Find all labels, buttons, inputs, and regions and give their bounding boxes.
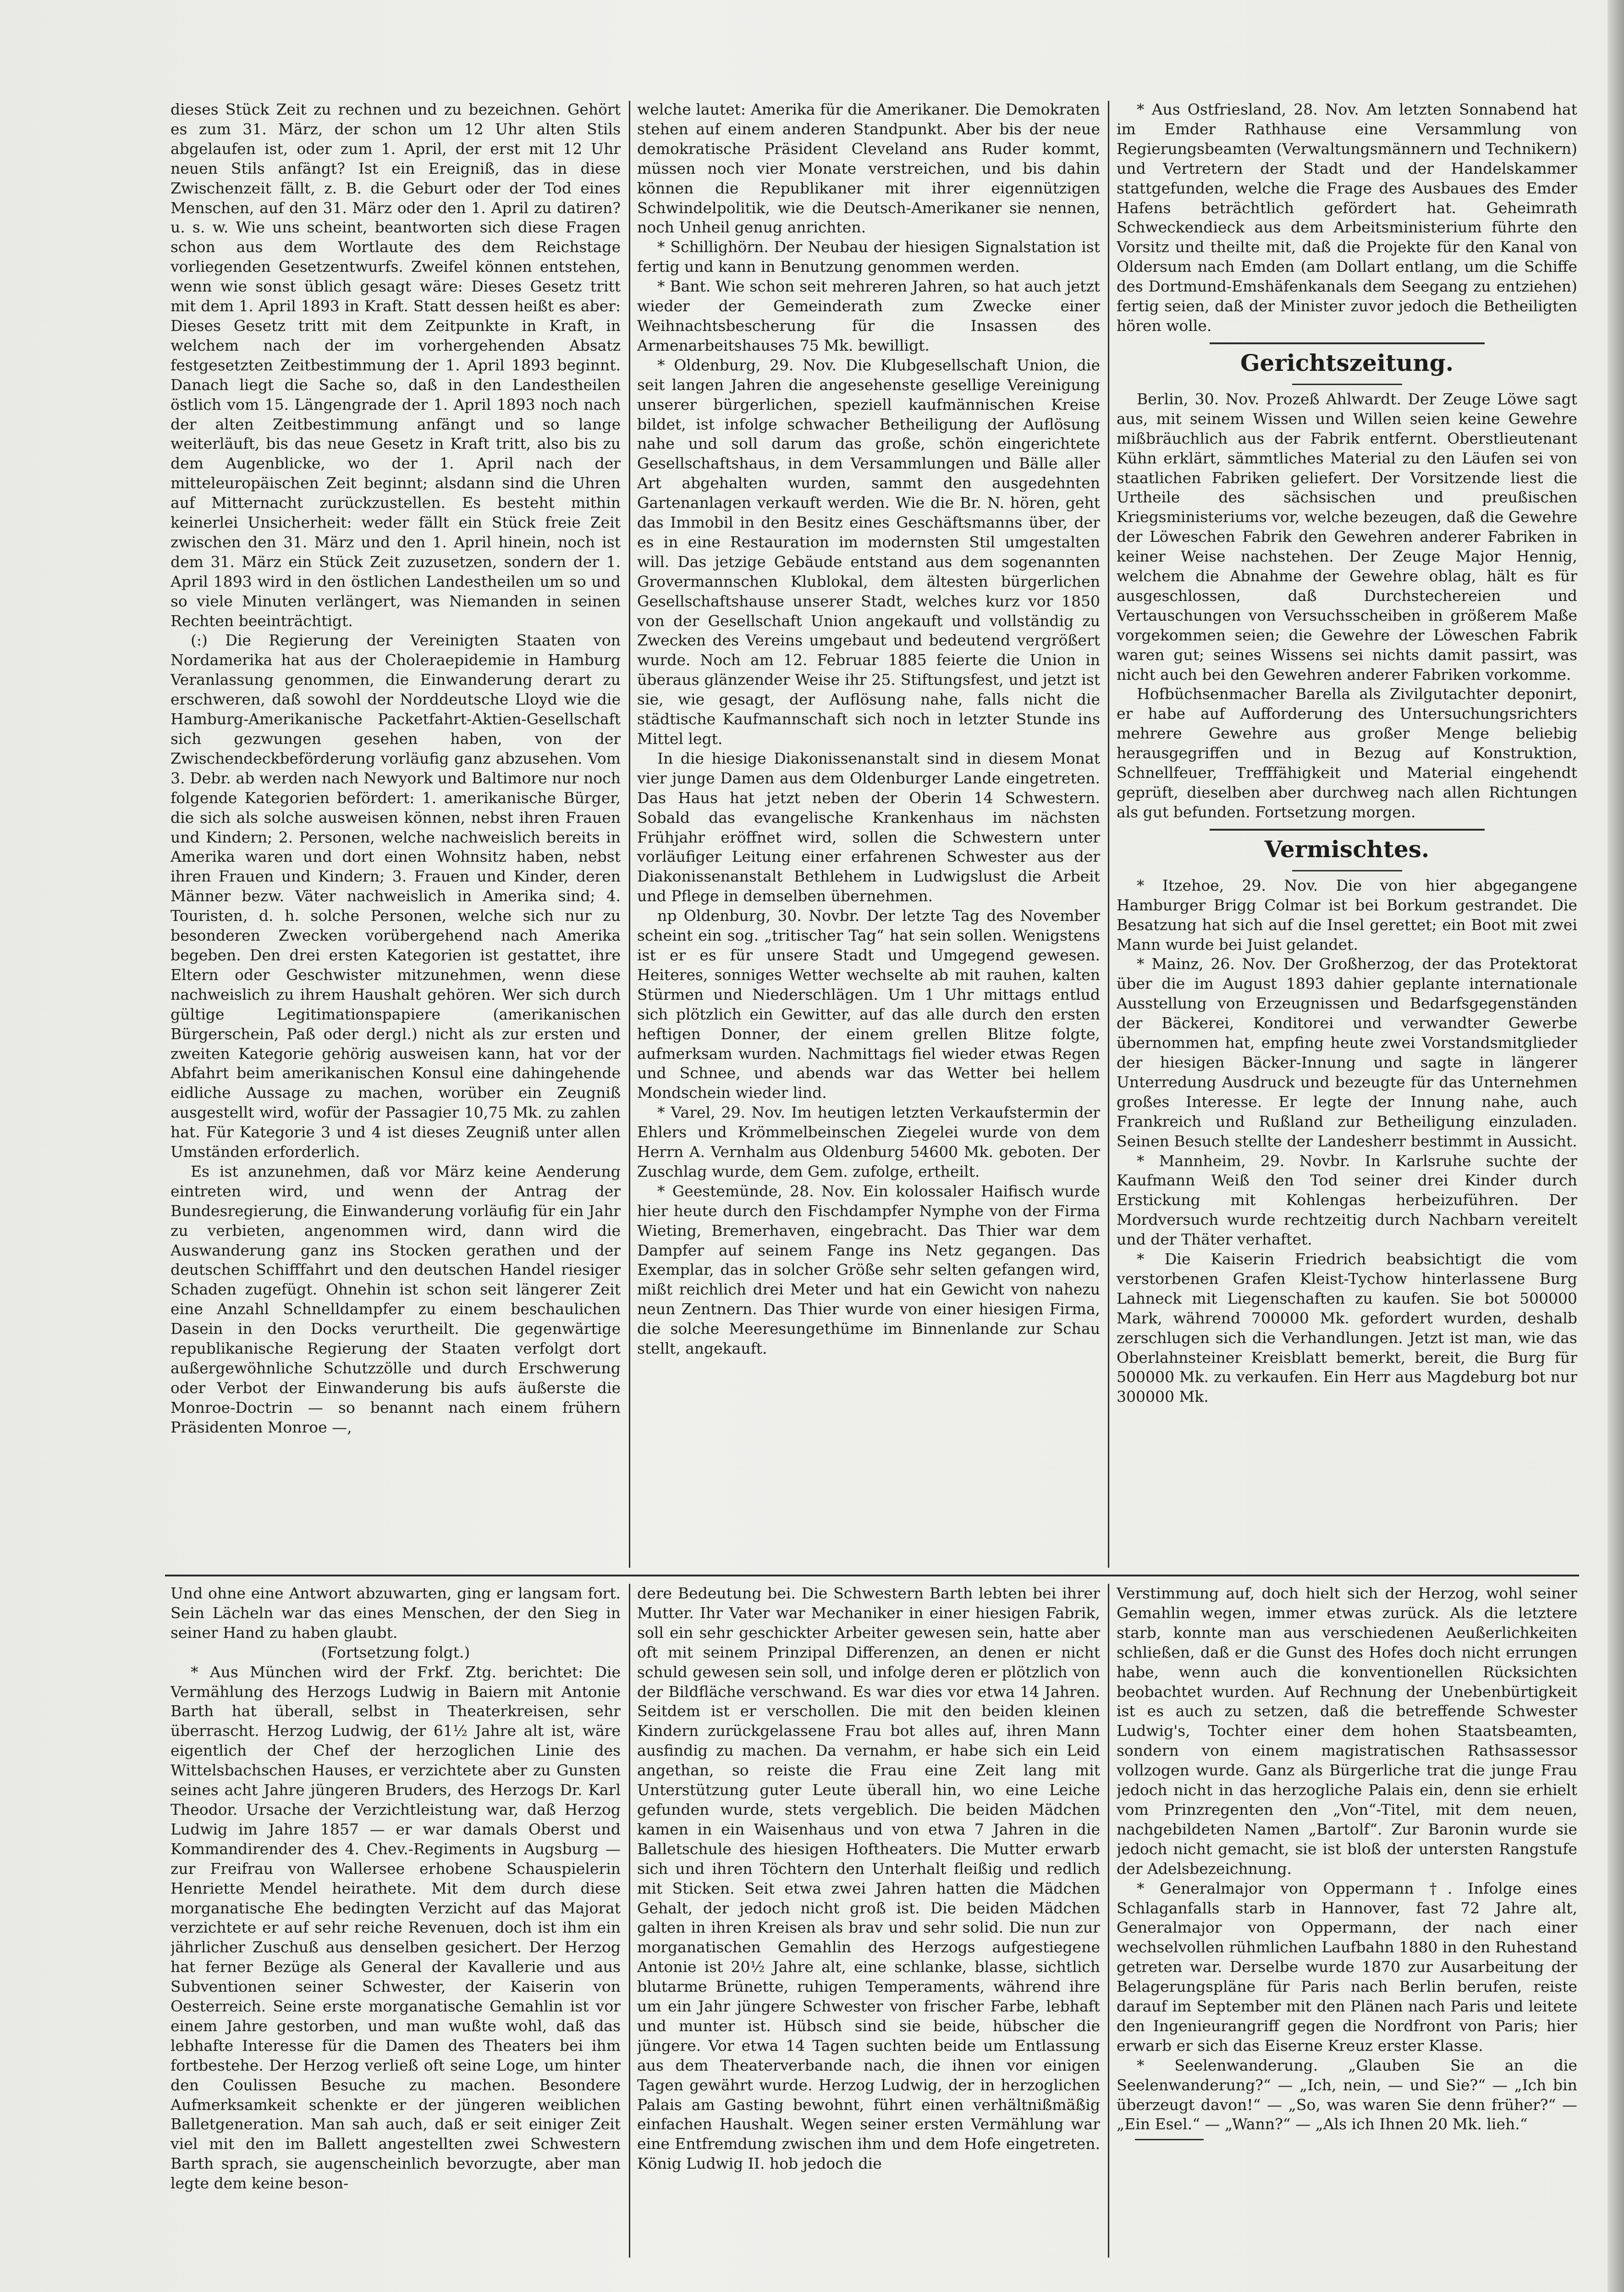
article-paragraph: * Itzehoe, 29. Nov. Die von hier abgegangene Hamburger Brigg Colmar ist bei Borkum gestrandet. Die Besatzung hat sich auf die Insel gerettet; ein Boot mit zwei Mann wurde bei Juist gelandet. [1117,876,1577,953]
section-rule [1292,870,1402,871]
article-paragraph: * Seelenwanderung. „Glauben Sie an die Seelenwanderung?“ — „Ich, nein, — und Sie?“ — „Ich bin überzeugt davon!“ — „So, was waren Sie denn früher?“ — „Ein Esel.“ — „Wann?“ — „Als ich Ihnen 20 Mk. lieh.“ [1117,2056,1577,2133]
upper-column-2 [637,100,1100,1569]
column-divider [1108,101,1109,1568]
article-paragraph: * Geestemünde, 28. Nov. Ein kolossaler Haifisch wurde hier heute durch den Fischdampfer Nymphe von der Firma Wieting, Bremerhaven, eingebracht. Das Thier war dem Dampfer auf seinem Fange ins Netz gegangen. Das Exemplar, das in solcher Größe sehr selten gefangen wird, mißt reichlich drei Meter und hat ein Gewicht von nahezu neun Zentnern. Das Thier wurde von einer hiesigen Firma, die solche Meeresungethüme im Binnenlande zur Schau stellt, angekauft. [637,1182,1100,1358]
article-paragraph: * Die Kaiserin Friedrich beabsichtigt die vom verstorbenen Grafen Kleist-Tychow hinterlassene Burg Lahneck mit Liegenschaften zu kaufen. Sie bot 500000 Mark, während 700000 Mk. gefordert wurden, deshalb zerschlugen sich die Verhandlungen. Jetzt ist man, wie das Oberlahnsteiner Kreisblatt bemerkt, bereit, die Burg für 500000 Mk. zu verkaufen. Ein Herr aus Magdeburg bot nur 300000 Mk. [1117,1250,1577,1406]
article-paragraph: * Mannheim, 29. Novbr. In Karlsruhe suchte der Kaufmann Weiß den Tod seiner drei Kinder durch Erstickung mit Kohlengas herbeizuführen. Der Mordversuch wurde rechtzeitig durch Nachbarn vereitelt und der Thäter verhaftet. [1117,1152,1577,1249]
article-paragraph: * Oldenburg, 29. Nov. Die Klubgesellschaft Union, die seit langen Jahren die angesehenste gesellige Vereinigung unserer bürgerlichen, speziell kaufmännischen Kreise bildet, ist infolge schwacher Betheiligung der Auflösung nahe und soll darum das große, schön eingerichtete Gesellschaftshaus, in dem Versammlungen und Bälle aller Art abgehalten wurden, sammt den ausgedehnten Gartenanlagen verkauft werden. Wie die Br. N. hören, geht das Immobil in den Besitz eines Geschäftsmanns über, der es in eine Restauration im modernsten Stil umgestalten will. Das jetzige Gebäude entstand aus dem sogenannten Grovermannschen Klublokal, dem ältesten bürgerlichen Gesellschaftshause unserer Stadt, welches kurz vor 1850 von der Gesellschaft Union angekauft und vollständig zu Zwecken des Vereins umgebaut und bedeutend vergrößert wurde. Noch am 12. Februar 1885 feierte die Union in überaus glänzender Weise ihr 25. Stiftungsfest, und jetzt ist sie, wie gesagt, der Auflösung nahe, falls nicht die städtische Kaufmannschaft sich noch in letzter Stunde ins Mittel legt. [637,356,1100,748]
section-rule [1292,384,1402,385]
section-rule [1210,342,1485,344]
article-paragraph: Verstimmung auf, doch hielt sich der Herzog, wohl seiner Gemahlin wegen, immer etwas zurück. Als die letztere starb, konnte man aus verschiedenen Aeußerlichkeiten schließen, daß er die Gunst des Hofes doch nicht errungen habe, wenn auch die konventionellen Rücksichten beobachtet wurden. Auf Rechnung der Unebenbürtigkeit ist es auch zu setzen, daß die betreffende Schwester Ludwig's, Tochter einer dem hohen Staatsbeamten, sondern von einem magistratischen Rathsassessor vollzogen wurde. Ganz als Bürgerliche trat die junge Frau jedoch nicht in das herzogliche Palais ein, denn sie erhielt vom Prinzregenten den „Von“-Titel, mit dem neuen, nachgebildeten Namen „Bartolf“. Zur Baronin wurde sie jedoch nicht gemacht, sie ist bloß der untersten Rangstufe der Adelsbezeichnung. [1117,1584,1577,1878]
article-paragraph: * Aus Ostfriesland, 28. Nov. Am letzten Sonnabend hat im Emder Rathhause eine Versammlung von Regierungsbeamten (Verwaltungsmännern und Technikern) und Vertretern der Stadt und der Handelskammer stattgefunden, welche die Frage des Ausbaues des Emder Hafens beträchtlich gefördert hat. Geheimrath Schweckendieck aus dem Arbeitsministerium führte den Vorsitz und theilte mit, daß die Projekte für den Kanal von Oldersum nach Emden (am Dollart entlang, um die Schiffe des Dortmund-Emshäfenkanals dem Seegang zu entziehen) fertig seien, daß der Minister zuvor jedoch die Betheiligten hören wolle. [1117,100,1577,335]
article-paragraph: (Fortsetzung folgt.) [321,1643,470,1661]
article-paragraph: In die hiesige Diakonissenanstalt sind in diesem Monat vier junge Damen aus dem Oldenburger Lande eingetreten. Das Haus hat jetzt neben der Oberin 14 Schwestern. Sobald das evangelische Krankenhaus im nächsten Frühjahr eröffnet wird, sollen die Schwestern unter vorläufiger Leitung einer erfahrenen Schwester aus der Diakonissenanstalt Bethlehem in Ludwigslust die Arbeit und Pflege in demselben übernehmen. [637,749,1100,905]
page-edge-shadow [1607,0,1624,2292]
article-paragraph: Berlin, 30. Nov. Prozeß Ahlwardt. Der Zeuge Löwe sagt aus, mit seinem Wissen und Willen seien keine Gewehre mißbräuchlich aus der Fabrik entfernt. Oberstlieutenant Kühn erklärt, sämmtliches Material zu den Läufen sei von staatlichen Fabriken geliefert. Der Vorsitzende liest die Urtheile des sächsischen und preußischen Kriegsministeriums vor, welche bezeugen, daß die Gewehre der Löweschen Fabrik den Gewehren anderer Fabriken in keiner Weise nachstehen. Der Zeuge Major Hennig, welchem die Abnahme der Gewehre oblag, hält es für ausgeschlossen, daß Durchstechereien und Vertauschungen von Versuchsscheiben in größerem Maße vorgekommen seien; die Gewehre der Löweschen Fabrik waren gut; seines Wissens sei nichts damit passirt, was nicht auch bei den Gewehren anderer Fabriken vorkomme. [1117,390,1577,683]
column-divider [1108,1584,1109,2258]
article-paragraph: * Mainz, 26. Nov. Der Großherzog, der das Protektorat über die im August 1893 dahier geplante internationale Ausstellung von Erzeugnissen und Bedarfsgegenständen der Bäckerei, Konditorei und verwandter Gewerbe übernommen hat, empfing heute zwei Vorstandsmitglieder der hiesigen Bäcker-Innung und sagte in längerer Unterredung Ausdruck und bezeugte für das Unternehmen großes Interesse. Er legte der Innung nahe, auch Frankreich und Rußland zur Betheiligung einzuladen. Seinen Besuch stellte der Landesherr bestimmt in Aussicht. [1117,955,1577,1150]
article-paragraph: welche lautet: Amerika für die Amerikaner. Die Demokraten stehen auf einem anderen Standpunkt. Aber bis der neue demokratische Präsident Cleveland ans Ruder kommt, müssen noch vier Monate verstreichen, und bis dahin können die Republikaner mit ihrer eigennützigen Schwindelpolitik, wie die Deutsch-Amerikaner sie nennen, noch Unheil genug anrichten. [637,100,1100,237]
article-paragraph: dieses Stück Zeit zu rechnen und zu bezeichnen. Gehört es zum 31. März, der schon um 12 Uhr alten Stils abgelaufen ist, oder zum 1. April, der erst mit 12 Uhr neuen Stils anfängt? Ist ein Ereigniß, das in diese Zwischenzeit fällt, z. B. die Geburt oder der Tod eines Menschen, auf den 31. März oder den 1. April zu datiren? u. s. w. Wie uns scheint, beantworten sich diese Fragen schon aus dem Wortlaute des dem Reichstage vorliegenden Gesetzentwurfs. Zweifel können entstehen, wenn wie sonst üblich gesagt wäre: Dieses Gesetz tritt mit dem 1. April 1893 in Kraft. Statt dessen heißt es aber: Dieses Gesetz tritt mit dem Zeitpunkte in Kraft, in welchem nach der im vorhergehenden Absatz festgesetzten Zeitbestimmung der 1. April 1893 beginnt. Danach liegt die Sache so, daß in den Landestheilen östlich vom 15. Längengrade der 1. April 1893 noch nach der alten Zeitbestimmung anfängt und so lange weiterläuft, bis das neue Gesetz in Kraft tritt, also bis zu dem Augenblicke, wo der 1. April nach der mitteleuropäischen Zeit beginnt; alsdann sind die Uhren auf Mitternacht zurückzustellen. Es besteht mithin keinerlei Unsicherheit: weder fällt ein Stück freie Zeit zwischen den 31. März und den 1. April hinein, noch ist dem 31. März ein Stück Zeit zuzusetzen, sondern der 1. April 1893 wird in den östlichen Landestheilen um so und so viele Minuten verlängert, was Niemanden in seinen Rechten beeinträchtigt. [171,100,621,630]
article-paragraph: * Varel, 29. Nov. Im heutigen letzten Verkaufstermin der Ehlers und Krömmelbeinschen Ziegelei wurde von dem Herrn A. Vernhalm aus Oldenburg 54600 Mk. geboten. Der Zuschlag wurde, dem Gem. zufolge, ertheilt. [637,1103,1100,1180]
article-paragraph: * Bant. Wie schon seit mehreren Jahren, so hat auch jetzt wieder der Gemeinderath zum Zwecke einer Weihnachtsbescherung für die Insassen des Armenarbeitshauses 75 Mk. bewilligt. [637,277,1100,354]
article-paragraph: Hofbüchsenmacher Barella als Zivilgutachter deponirt, er habe auf Aufforderung des Untersuchungsrichters mehrere Gewehre aus großer Menge beliebig herausgegriffen und in Bezug auf Konstruktion, Schnellfeuer, Trefffähigkeit und Material eingehendt geprüft, dieselben aber durchweg nach allen Richtungen als gut befunden. Fortsetzung morgen. [1117,685,1577,821]
lower-column-3 [1117,1584,1577,2258]
upper-column-3 [1117,100,1577,1569]
column-divider [629,1584,630,2258]
article-paragraph: (:) Die Regierung der Vereinigten Staaten von Nordamerika hat aus der Choleraepidemie in Hamburg Veranlassung genommen, die Einwanderung derart zu erschweren, daß sowohl der Norddeutsche Lloyd wie die Hamburg-Amerikanische Packetfahrt-Aktien-Gesellschaft sich gezwungen gesehen haben, von der Zwischendeckbeförderung vorläufig ganz abzusehen. Vom 3. Debr. ab werden nach Newyork und Baltimore nur noch folgende Kategorien befördert: 1. amerikanische Bürger, die sich als solche ausweisen können, nebst ihren Frauen und Kindern; 2. Personen, welche nachweislich bereits in Amerika waren und dort einen Wohnsitz haben, nebst ihren Frauen und Kindern; 3. Frauen und Kinder, deren Männer bezw. Väter nachweislich in Amerika sind; 4. Touristen, d. h. solche Personen, welche sich nur zu besonderen Zwecken vorübergehend nach Amerika begeben. Den drei ersten Kategorien ist gestattet, ihre Eltern oder Geschwister mitzunehmen, wenn diese nachweislich zu ihrem Haushalt gehören. Wer sich durch gültige Legitimationspapiere (amerikanischen Bürgerschein, Paß oder dergl.) nicht als zur ersten und zweiten Kategorie gehörig ausweisen kann, hat vor der Abfahrt beim amerikanischen Konsul eine dahingehende eidliche Aussage zu machen, worüber ein Zeugniß ausgestellt wird, wofür der Passagier 10,75 Mk. zu zahlen hat. Für Kategorie 3 und 4 ist dieses Zeugniß unter allen Umständen erforderlich. [171,631,621,1161]
section-heading: Gerichtszeitung. [1240,349,1454,376]
end-rule [1135,2139,1204,2140]
article-paragraph: * Aus München wird der Frkf. Ztg. berichtet: Die Vermählung des Herzogs Ludwig in Baiern mit Antonie Barth hat überall, selbst in Theaterkreisen, sehr überrascht. Herzog Ludwig, der 61½ Jahre alt ist, wäre eigentlich der Chef der herzoglichen Linie des Wittelsbachschen Hauses, er verzichtete aber zu Gunsten seines acht Jahre jüngeren Bruders, des Herzogs Dr. Karl Theodor. Ursache der Verzichtleistung war, daß Herzog Ludwig im Jahre 1857 — er war damals Oberst und Kommandirender des 4. Chev.-Regiments in Augsburg — zur Freifrau von Wallersee erhobene Schauspielerin Henriette Mendel heirathete. Mit dem durch diese morganatische Ehe bedingten Verzicht auf das Majorat verzichtete er auf sehr reiche Revenuen, doch ist ihm ein jährlicher Zuschuß aus denselben gesichert. Der Herzog hat ferner Bezüge als General der Kavallerie und aus Subventionen seiner Schwester, der Kaiserin von Oesterreich. Seine erste morganatische Gemahlin ist vor einem Jahre gestorben, und man wußte wohl, daß das lebhafte Interesse für die Damen des Theaters bei ihm fortbestehe. Der Herzog verließ oft seine Loge, um hinter den Coulissen Besuche zu machen. Besondere Aufmerksamkeit schenkte er der jüngeren weiblichen Balletgeneration. Man sah auch, daß er seit einiger Zeit viel mit den im Ballett angestellten zwei Schwestern Barth sprach, sie augenscheinlich bevorzugte, aber man legte dem keine beson- [171,1663,621,2193]
article-paragraph: np Oldenburg, 30. Novbr. Der letzte Tag des November scheint ein sog. „tritischer Tag“ hat sein sollen. Wenigstens ist er es für unsere Stadt und Umgegend gewesen. Heiteres, sonniges Wetter wechselte ab mit rauhen, kalten Stürmen und Niederschlägen. Um 1 Uhr mittags entlud sich plötzlich ein Gewitter, auf das alle durch den ersten heftigen Donner, der einem grellen Blitze folgte, aufmerksam wurden. Nachmittags fiel wieder etwas Regen und Schnee, und abends war das Wetter bei hellem Mondschein wieder lind. [637,907,1100,1102]
article-paragraph: * Schillighörn. Der Neubau der hiesigen Signalstation ist fertig und kann in Benutzung genommen werden. [637,238,1100,276]
section-rule [1210,829,1485,831]
feuilleton-separator [165,1575,1579,1576]
article-paragraph: dere Bedeutung bei. Die Schwestern Barth lebten bei ihrer Mutter. Ihr Vater war Mechaniker in einer hiesigen Fabrik, soll ein sehr geschickter Arbeiter gewesen sein, hatte aber oft mit seinem Prinzipal Differenzen, an denen er nicht schuld gewesen sein soll, und infolge deren er plötzlich von der Bildfläche verschwand. Es war dies vor etwa 14 Jahren. Seitdem ist er verschollen. Die mit den beiden kleinen Kindern zurückgelassene Frau bot alles auf, ihren Mann ausfindig zu machen. Da vernahm, er habe sich ein Leid angethan, so reiste die Frau eine Zeit lang mit Unterstützung guter Leute überall hin, wo eine Leiche gefunden wurde, stets vergeblich. Die beiden Mädchen kamen in ein Waisenhaus und von etwa 7 Jahren in die Balletschule des hiesigen Hoftheaters. Die Mutter erwarb sich und ihren Töchtern den Unterhalt fleißig und redlich mit Sticken. Seit etwa zwei Jahren hatten die Mädchen Gehalt, der jedoch nicht groß ist. Die beiden Mädchen galten in ihren Kreisen als brav und sehr solid. Die nun zur morganatischen Gemahlin des Herzogs aufgestiegene Antonie ist 20½ Jahre alt, eine schlanke, blasse, sichtlich blutarme Brünette, ruhigen Temperaments, während ihre um ein Jahr jüngere Schwester von frischer Farbe, lebhaft und munter ist. Hübsch sind sie beide, hübscher die jüngere. Vor etwa 14 Tagen suchten beide um Entlassung aus dem Theaterverbande nach, die ihnen vor einigen Tagen gewährt wurde. Herzog Ludwig, der in herzoglichen Palais am Gasting bewohnt, führt einen verhältnißmäßig einfachen Haushalt. Wegen seiner ersten Vermählung war eine Entfremdung zwischen ihm und dem Hofe eingetreten. König Ludwig II. hob jedoch die [637,1584,1100,2173]
upper-column-1 [171,100,621,1569]
column-divider [629,101,630,1568]
article-paragraph: * Generalmajor von Oppermann †. Infolge eines Schlaganfalls starb in Hannover, fast 72 Jahre alt, Generalmajor von Oppermann, der nach einer wechselvollen rühmlichen Laufbahn 1880 in den Ruhestand getreten war. Derselbe wurde 1870 zur Ausarbeitung der Belagerungspläne für Paris nach Berlin berufen, reiste darauf im September mit den Plänen nach Paris und leitete den Ingenieurangriff gegen die Nordfront von Paris; hier erwarb er sich das Eiserne Kreuz erster Klasse. [1117,1879,1577,2055]
section-heading: Vermischtes. [1264,835,1430,863]
lower-column-2 [637,1584,1100,2258]
lower-column-1 [171,1584,621,2258]
article-paragraph: Es ist anzunehmen, daß vor März keine Aenderung eintreten wird, und wenn der Antrag der Bundesregierung, die Einwanderung vorläufig für ein Jahr zu verbieten, angenommen wird, dann wird die Auswanderung ganz ins Stocken gerathen und der deutschen Schifffahrt und den deutschen Handel riesiger Schaden zugefügt. Ohnehin ist schon seit längerer Zeit eine Anzahl Schnelldampfer zu einem beschaulichen Dasein in den Docks verurtheilt. Die gegenwärtige republikanische Regierung der Staaten verfolgt dort außergewöhnliche Schutzzölle und durch Erschwerung oder Verbot der Einwanderung bis aufs äußerste die Monroe-Doctrin — so benannt nach einem frühern Präsidenten Monroe —, [171,1162,621,1436]
article-paragraph: Und ohne eine Antwort abzuwarten, ging er langsam fort. Sein Lächeln war das eines Menschen, der den Sieg in seiner Hand zu haben glaubt. [171,1584,621,1642]
